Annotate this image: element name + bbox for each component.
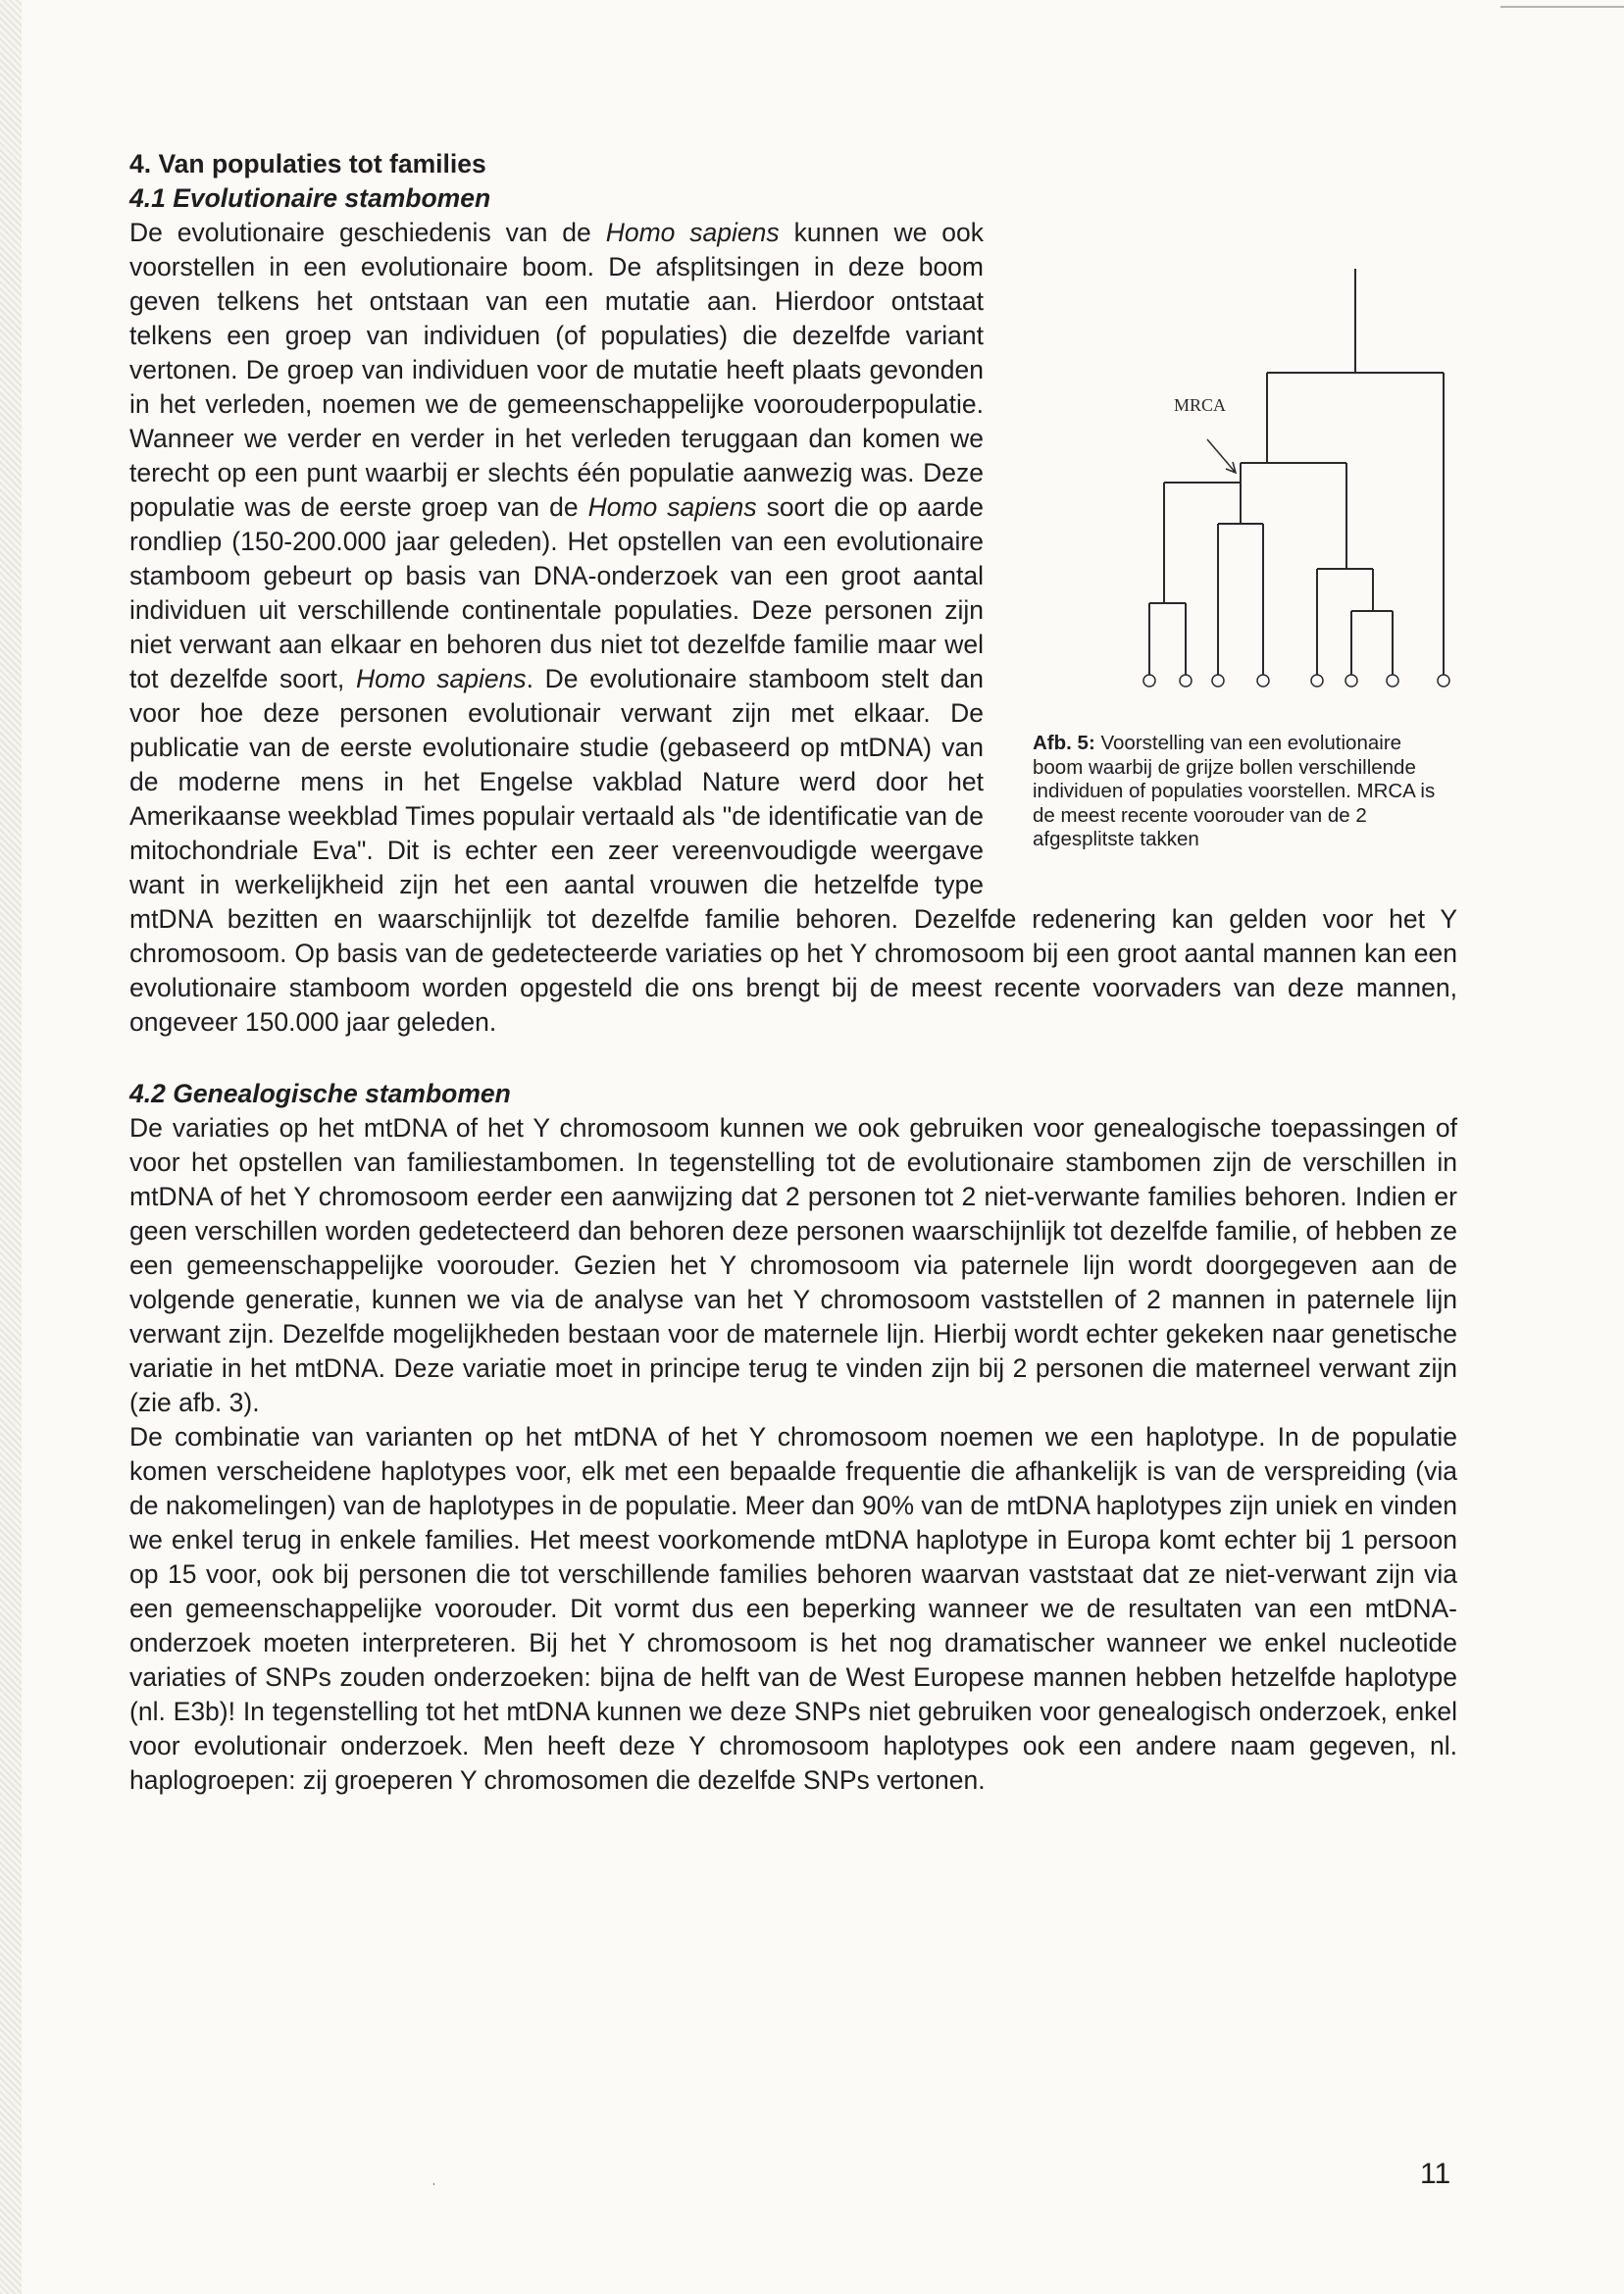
section-title: 4. Van populaties tot families	[129, 149, 486, 178]
mrca-arrow	[1207, 439, 1236, 473]
leaf-node	[1387, 675, 1398, 687]
leaf-node	[1257, 675, 1269, 687]
text-run: kunnen we ook voorstellen in een evolutionaire boom. De afsplitsingen in deze boom geven telkens het ontstaan van een mutatie aan. Hierdoor ontstaat telkens een groep van individuen (of populaties) die dezelfde variant vertonen. De groep van individuen voor de mutatie heeft plaats gevonden in het verleden, noemen we de gemeenschappelijke voorouderpopulatie. Wanneer we verder en verder in het verleden teruggaan dan komen we terecht op een punt waarbij er slechts één populatie aanwezig was. Deze populatie was de eerste groep van de	[129, 218, 984, 522]
leaf-node	[1438, 675, 1449, 687]
subsection-title-genealogical: 4.2 Genealogische stambomen	[129, 1079, 511, 1108]
figure-caption-text: Voorstelling van een evolutionaire boom waarbij de grijze bollen verschillende individuen of populaties voorstellen. MRCA is de meest recente voorouder van de 2 afgesplitste takken	[1033, 732, 1436, 850]
mrca-label: MRCA	[1174, 395, 1227, 415]
figure-caption-label: Afb. 5:	[1033, 732, 1095, 754]
text-run: soort die op aarde rondliep (150-200.000 jaar geleden). Het opstellen van een evolutionaire stamboom gebeurt op basis van DNA-onderzoek van een groot aantal individuen uit verschillende continentale populaties. Deze personen zijn niet verwant aan elkaar en behoren dus niet tot dezelfde familie maar wel tot dezelfde soort,	[129, 492, 985, 693]
scan-edge	[0, 0, 22, 2294]
figure-caption	[1033, 732, 1454, 852]
scan-top-line	[1500, 6, 1624, 8]
section-gap	[129, 1040, 1457, 1077]
species-name: Homo sapiens	[355, 664, 527, 693]
scan-speck: ˌ	[431, 2169, 436, 2185]
leaf-node	[1311, 675, 1323, 687]
leaf-node	[1143, 675, 1155, 687]
leaf-node	[1212, 675, 1224, 687]
page-content	[129, 147, 1457, 1798]
text-run: . De evolutionaire stamboom stelt dan voor hoe deze personen evolutionair verwant zijn met elkaar. De publicatie van de eerste evolutionaire studie (gebaseerd op mtDNA) van de moderne mens in het Engelse vakblad Nature werd door het Amerikaanse weekblad Times populair vertaald als "de identificatie van de mitochondriale Eva". Dit is echter een zeer vereenvoudigde weergave want in werkelijkheid zijn het een aantal vrouwen die hetzelfde type mtDNA bezitten en waarschijnlijk tot dezelfde familie behoren. Dezelfde redenering kan gelden voor het Y chromosoom. Op basis van de gedetecteerde variaties op het Y chromosoom bij een groot aantal mannen kan een evolutionaire stamboom worden opgesteld die ons brengt bij de meest recente voorvaders van deze mannen, ongeveer 150.000 jaar geleden.	[129, 664, 1457, 1037]
paragraph-genealogical-2: De combinatie van varianten op het mtDNA of het Y chromosoom noemen we een haplotype. In de populatie komen verscheidene haplotypes voor, elk met een bepaalde frequentie die afhankelijk is van de verspreiding (via de nakomelingen) van de haplotypes in de populatie. Meer dan 90% van de mtDNA haplotypes zijn uniek en vinden we enkel terug in enkele families. Het meest voorkomende mtDNA haplotype in Europa komt echter bij 1 persoon op 15 voor, ook bij personen die tot verschillende families behoren waarvan vaststaat dat ze niet-verwant zijn via een gemeenschappelijke voorouder. Dit vormt dus een beperking wanneer we de resultaten van een mtDNA-onderzoek moeten interpreteren. Bij het Y chromosoom is het nog dramatischer wanneer we enkel nucleotide variaties of SNPs zouden onderzoeken: bijna de helft van de West Europese mannen hebben hetzelfde haplotype (nl. E3b)! In tegenstelling tot het mtDNA kunnen we deze SNPs niet gebruiken voor genealogisch onderzoek, enkel voor evolutionair onderzoek. Men heeft deze Y chromosoom haplotypes ook een andere naam gegeven, nl. haplogroepen: zij groeperen Y chromosomen die dezelfde SNPs vertonen.	[129, 1422, 1457, 1795]
leaf-node	[1345, 675, 1357, 687]
species-name: Homo sapiens	[587, 492, 757, 522]
figure-5	[1011, 216, 1457, 892]
leaf-node	[1180, 675, 1192, 687]
evolutionary-tree-diagram	[1015, 216, 1456, 726]
text-run: De evolutionaire geschiedenis van de	[129, 218, 606, 247]
paragraph-genealogical-1: De variaties op het mtDNA of het Y chromosoom kunnen we ook gebruiken voor genealogische toepassingen of voor het opstellen van familiestambomen. In tegenstelling tot de evolutionaire stambomen zijn de verschillen in mtDNA of het Y chromosoom eerder een aanwijzing dat 2 personen tot 2 niet-verwante families behoren. Indien er geen verschillen worden gedetecteerd dan behoren deze personen waarschijnlijk tot dezelfde familie, of hebben ze een gemeenschappelijke voorouder. Gezien het Y chromosoom via paternele lijn wordt doorgegeven aan de volgende generatie, kunnen we via de analyse van het Y chromosoom vaststellen of 2 mannen in paternele lijn verwant zijn. Dezelfde mogelijkheden bestaan voor de maternele lijn. Hierbij wordt echter gekeken naar genetische variatie in het mtDNA. Deze variatie moet in principe terug te vinden zijn bij 2 personen die materneel verwant zijn (zie afb. 3).	[129, 1113, 1457, 1417]
page-number: 11	[1420, 2158, 1451, 2190]
species-name: Homo sapiens	[605, 218, 780, 247]
subsection-title-evolutionary: 4.1 Evolutionaire stambomen	[129, 183, 491, 213]
